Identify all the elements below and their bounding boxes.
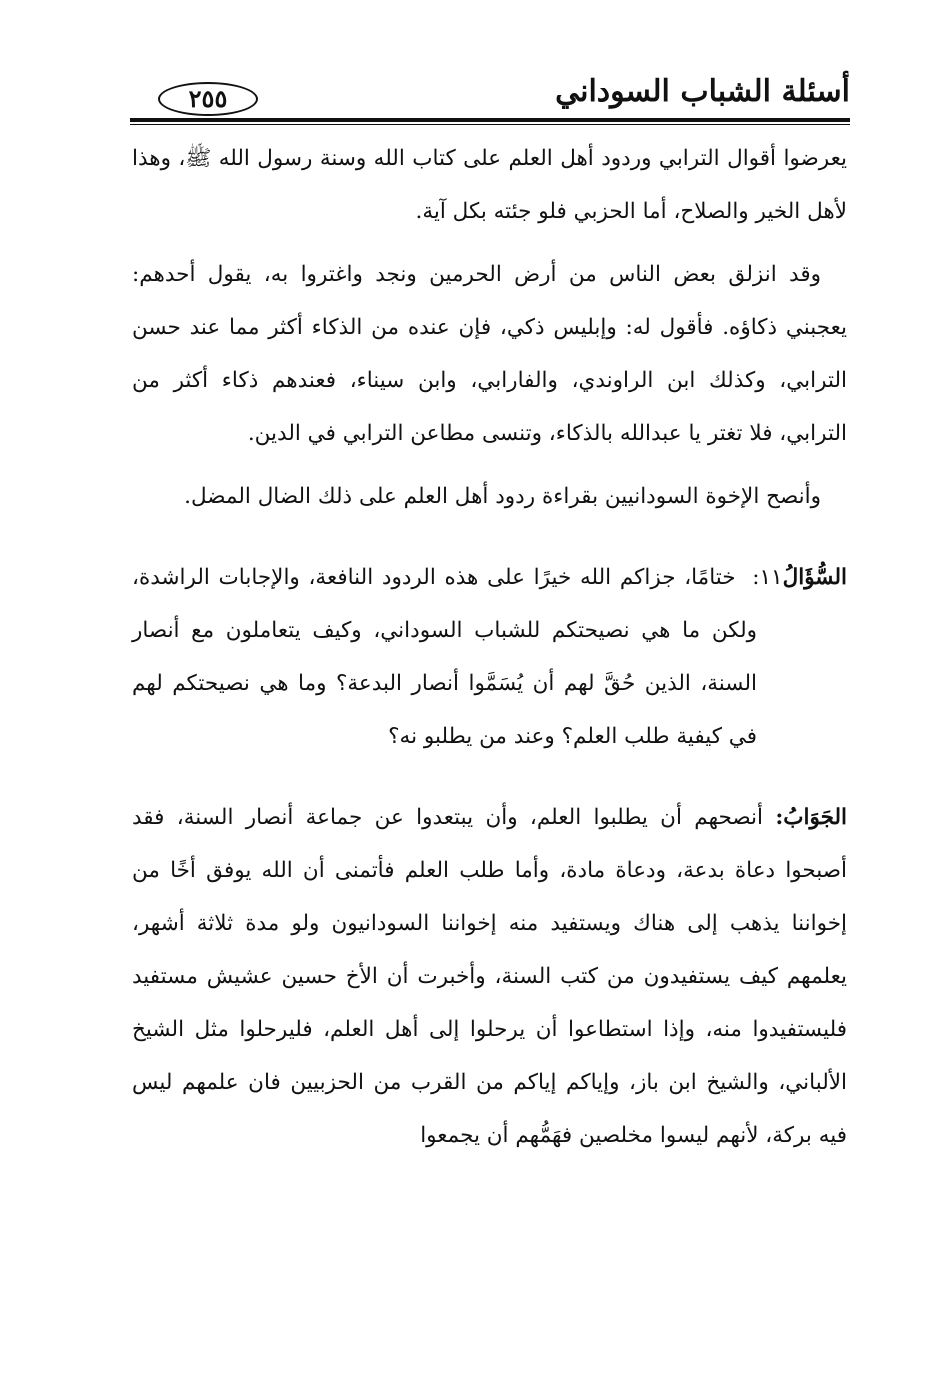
answer-body: أنصحهم أن يطلبوا العلم، وأن يبتعدوا عن جماعة أنصار السنة، فقد أصبحوا دعاة بدعة، ودعاة مادة، وأما طلب العلم فأتمنى أن الله يوفق أخًا من إخواننا يذهب إلى هناك ويستفيد منه إخواننا السودانيون ولو مدة ثلاثة أشهر، يعلمهم كيف يستفيدون من كتب السنة، وأخبرت أن الأخ حسين عشيش مستفيد فليستفيدوا منه، وإذا استطاعوا أن يرحلوا إلى أهل العلم، فليرحلوا مثل الشيخ الألباني، والشيخ ابن باز، وإياكم إياكم من القرب من الحزبيين فان علمهم ليس فيه بركة، لأنهم ليسوا مخلصين فهَمُّهم أن يجمعوا (132, 805, 847, 1148)
paragraph: وقد انزلق بعض الناس من أرض الحرمين ونجد واغتروا به، يقول أحدهم: يعجبني ذكاؤه. فأقول له: وإبليس ذكي، فإن عنده من الذكاء أكثر مما عند حسن الترابي، وكذلك ابن الراوندي، والفارابي، وابن سيناء، فعندهم ذكاء أكثر من الترابي، فلا تغتر يا عبدالله بالذكاء، وتنسى مطاعن الترابي في الدين. (132, 262, 847, 446)
question-label: السُّؤَالُ١١: (752, 565, 847, 590)
question-text: السُّؤَالُ١١: ختامًا، جزاكم الله خيرًا على هذه الردود النافعة، والإجابات الراشدة، ولكن ما هي نصيحتكم للشباب السوداني، وكيف يتعاملون مع أنصار السنة، الذين حُقَّ لهم أن يُسَمَّوا أنصار البدعة؟ وما هي نصيحتكم لهم في كيفية طلب العلم؟ وعند من يطلبو نه؟ (132, 565, 847, 749)
page-number-badge: ٢٥٥ (158, 82, 258, 116)
paragraph: وأنصح الإخوة السودانيين بقراءة ردود أهل العلم على ذلك الضال المضل. (184, 484, 821, 509)
answer-text (132, 791, 847, 1162)
book-title: أسئلة الشباب السوداني (555, 74, 850, 109)
page-body (132, 132, 847, 1162)
header-rule-thin (130, 124, 850, 125)
page-header (130, 70, 850, 120)
question-block (132, 551, 847, 763)
paragraph: يعرضوا أقوال الترابي وردود أهل العلم على كتاب الله وسنة رسول الله ﷺ، وهذا لأهل الخير والصلاح، أما الحزبي فلو جئته بكل آية. (132, 146, 847, 224)
header-rule-thick (130, 118, 850, 122)
answer-label: الجَوَابُ: (775, 805, 847, 830)
